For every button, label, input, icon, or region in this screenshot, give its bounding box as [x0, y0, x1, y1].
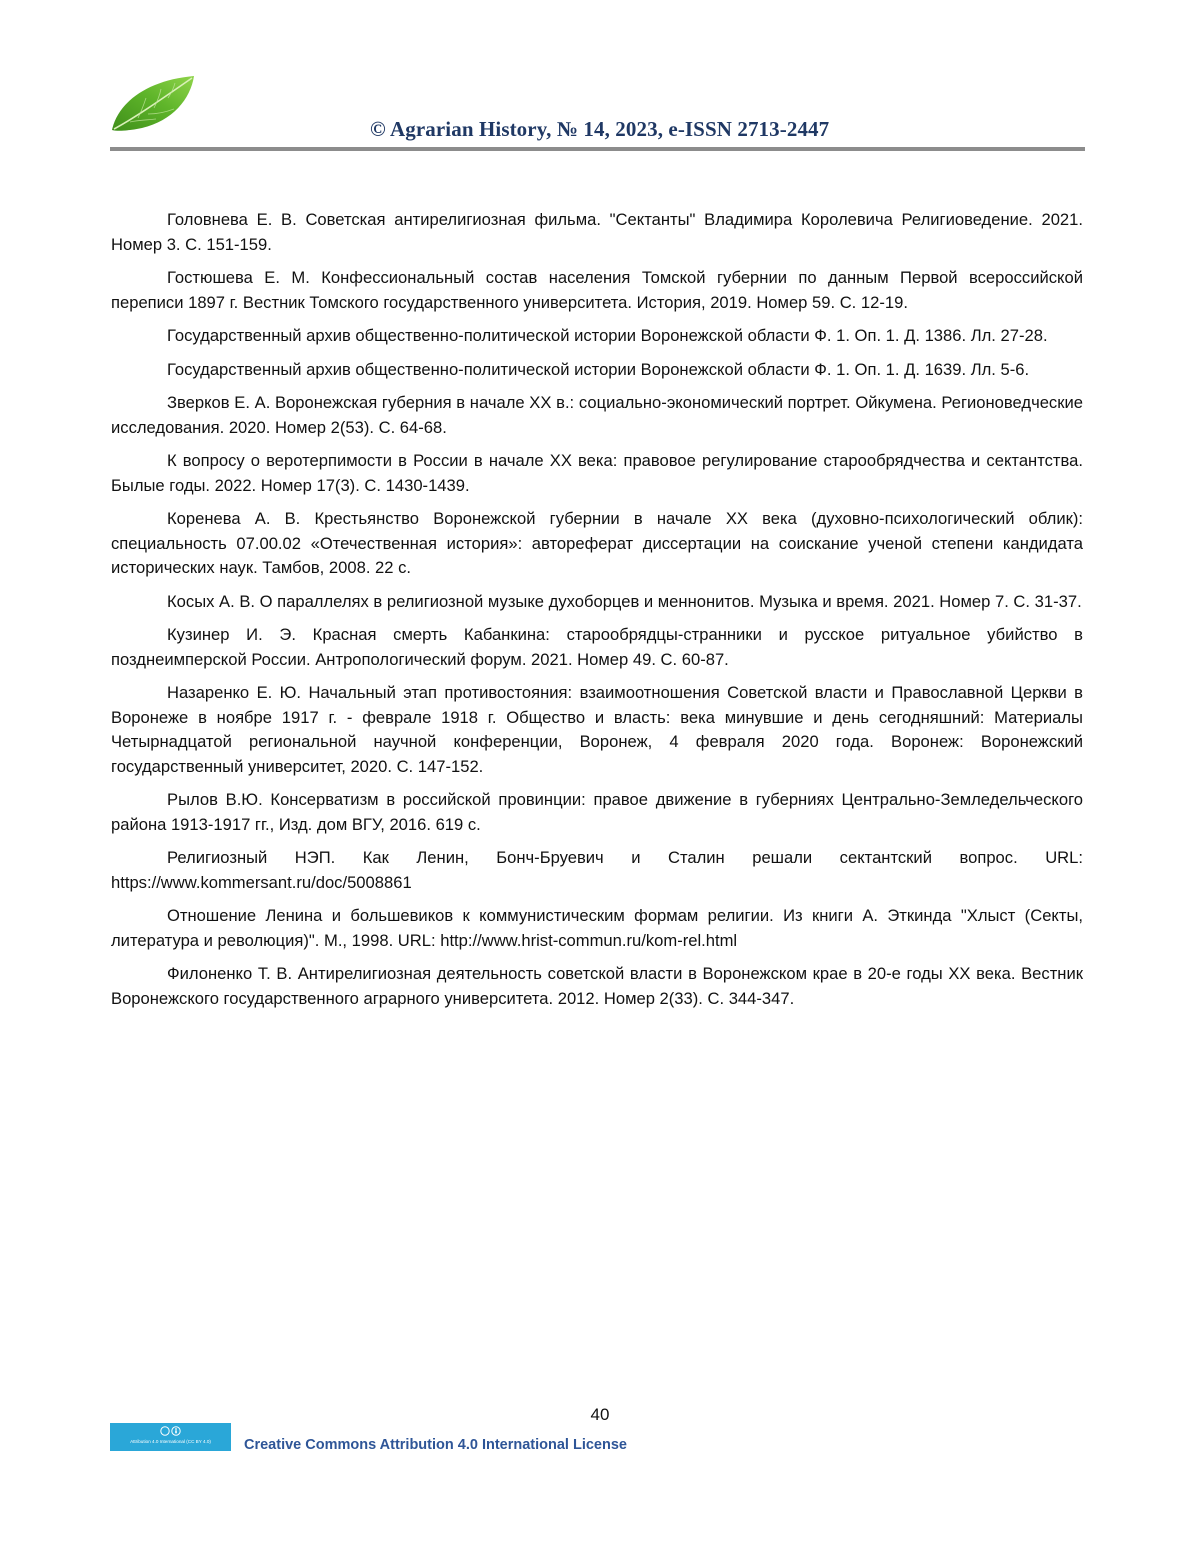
reference-item: Отношение Ленина и большевиков к коммунистическим формам религии. Из книги А. Эткинда "Хлыст (Секты, литература и революция)". М., 1998. URL: http://www.hrist-commun.ru/kom-rel.html	[111, 906, 1083, 950]
reference-item: К вопросу о веротерпимости в России в начале XX века: правовое регулирование старообрядчества и сектантства. Былые годы. 2022. Номер 17(3). С. 1430-1439.	[111, 451, 1083, 495]
cc-badge-text: Attribution 4.0 International (CC BY 4.0)	[130, 1439, 211, 1444]
reference-item: Гостюшева Е. М. Конфессиональный состав населения Томской губернии по данным Первой всероссийской переписи 1897 г. Вестник Томского государственного университета. История, 2019. Номер 59. С. 12-19.	[111, 268, 1083, 312]
reference-item: Государственный архив общественно-политической истории Воронежской области Ф. 1. Оп. 1. Д. 1639. Лл. 5-6.	[167, 359, 1030, 379]
reference-item: Кузинер И. Э. Красная смерть Кабанкина: старообрядцы-странники и русское ритуальное убийство в позднеимперской России. Антропологический форум. 2021. Номер 49. С. 60-87.	[111, 625, 1083, 669]
reference-item: Косых А. В. О параллелях в религиозной музыке духоборцев и меннонитов. Музыка и время. 2021. Номер 7. С. 31-37.	[167, 591, 1082, 611]
reference-item: Назаренко Е. Ю. Начальный этап противостояния: взаимоотношения Советской власти и Православной Церкви в Воронеже в ноябре 1917 г. - феврале 1918 г. Общество и власть: века минувшие и день сегодняшний: Материалы Четырнадцатой региональной научной конференции, Воронеж, 4 февраля 2020 года. Воронеж: Воронежский государственный университет, 2020. С. 147-152.	[111, 683, 1083, 776]
reference-item: Филоненко Т. В. Антирелигиозная деятельность советской власти в Воронежском крае в 20-е годы XX века. Вестник Воронежского государственного аграрного университета. 2012. Номер 2(33). С. 344-347.	[111, 964, 1083, 1008]
page-number: 40	[590, 1405, 610, 1424]
reference-item: Государственный архив общественно-политической истории Воронежской области Ф. 1. Оп. 1. Д. 1386. Лл. 27-28.	[167, 326, 1048, 345]
reference-list	[111, 208, 1083, 1020]
reference-item: Головнева Е. В. Советская антирелигиозная фильма. "Сектанты" Владимира Королевича Религиоведение. 2021. Номер 3. С. 151-159.	[111, 210, 1083, 254]
reference-item: Религиозный НЭП. Как Ленин, Бонч-Бруевич и Сталин решали сектантский вопрос. URL: https://www.kommersant.ru/doc/5008861	[111, 848, 1083, 892]
cc-license-badge[interactable]	[110, 1423, 231, 1451]
journal-title: © Agrarian History, № 14, 2023, e-ISSN 2713-2447	[370, 117, 830, 141]
license-link[interactable]: Creative Commons Attribution 4.0 International License	[244, 1437, 627, 1453]
reference-item: Рылов В.Ю. Консерватизм в российской провинции: правое движение в губерниях Центрально-Земледельческого района 1913-1917 гг., Изд. дом ВГУ, 2016. 619 с.	[111, 790, 1083, 834]
reference-item: Зверков Е. А. Воронежская губерния в начале XX в.: социально-экономический портрет. Ойкумена. Регионоведческие исследования. 2020. Номер 2(53). С. 64-68.	[111, 393, 1083, 437]
leaf-icon	[108, 72, 200, 134]
reference-item: Коренева А. В. Крестьянство Воронежской губернии в начале XX века (духовно-психологический облик): специальность 07.00.02 «Отечественная история»: автореферат диссертации на соискание ученой степени кандидата исторических наук. Тамбов, 2008. 22 с.	[111, 509, 1083, 577]
header-rule	[110, 147, 1085, 151]
cc-by-icon	[160, 1426, 182, 1436]
